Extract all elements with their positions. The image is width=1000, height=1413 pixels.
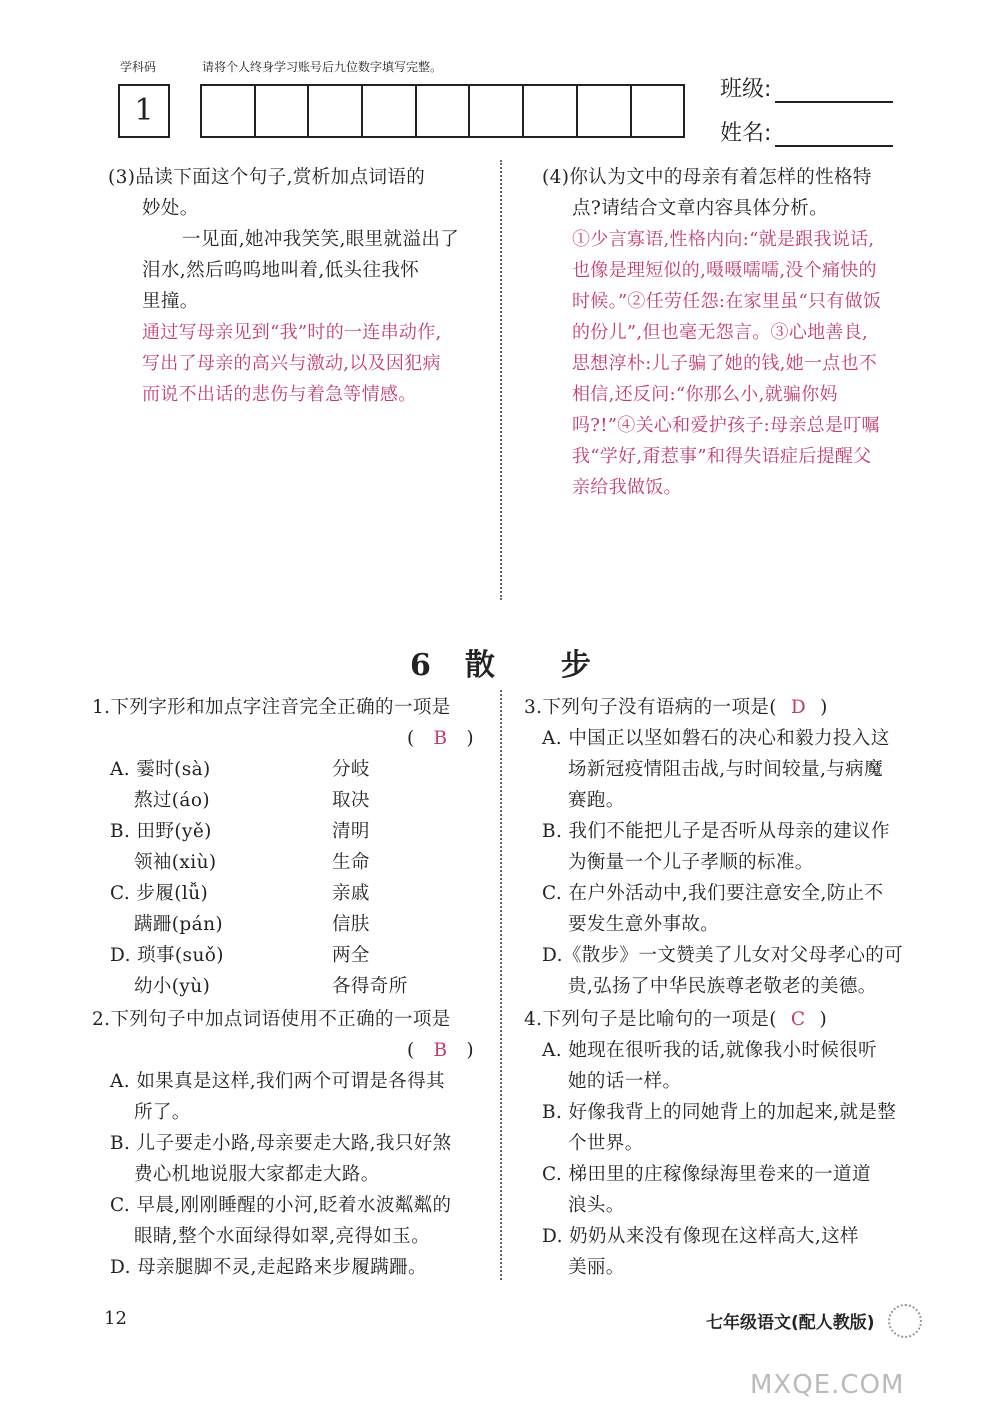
option-line: B. 好像我背上的同她背上的加起来,就是整 [542,1102,897,1123]
option-row: D. 琐事(suǒ) 两全 [110,945,370,966]
digit-box[interactable] [309,86,363,136]
option-line: D.《散步》一文赞美了儿女对父母孝心的可 [542,945,904,966]
option-line: 为衡量一个儿子孝顺的标准。 [568,852,814,873]
digit-box[interactable] [202,86,256,136]
page-number: 12 [104,1308,127,1329]
option-row: 蹒跚(pán) 信肤 [134,914,370,935]
option-row: 幼小(yù) 各得奇所 [134,976,408,997]
option-line: A. 如果真是这样,我们两个可谓是各得其 [110,1071,446,1092]
option-line: D. 奶奶从来没有像现在这样高大,这样 [542,1226,859,1247]
quote-line: 里撞。 [142,291,199,312]
option-line: A. 她现在很听我的话,就像我小时候很听 [542,1040,878,1061]
class-field[interactable] [720,72,893,103]
option-row: B. 田野(yě) 清明 [110,821,370,842]
option-line: B. 儿子要走小路,母亲要走大路,我只好煞 [110,1133,452,1154]
answer-line: 而说不出话的悲伤与着急等情感。 [142,384,417,405]
digit-box[interactable] [632,86,686,136]
option-line: D. 母亲腿脚不灵,走起路来步履蹒跚。 [110,1257,427,1278]
option-line: 所了。 [134,1102,191,1123]
question-1 [92,692,492,1002]
option-line: B. 我们不能把儿子是否听从母亲的建议作 [542,821,890,842]
option-row: A. 霎时(sà) 分岐 [110,759,370,780]
question-3-stem-cont: 妙处。 [142,198,199,219]
section-title: 6 散 步 [410,648,593,683]
option-line: 浪头。 [568,1195,625,1216]
answer-line: 通过写母亲见到“我”时的一连串动作, [142,322,442,343]
option-line: 要发生意外事故。 [568,914,720,935]
quote-line: 泪水,然后呜呜地叫着,低头往我怀 [142,260,420,281]
account-digit-boxes[interactable] [200,84,685,138]
answer-line: ①少言寡语,性格内向:“就是跟我说话, [572,229,875,250]
answer-line: 也像是理短似的,嗫嗫嚅嚅,没个痛快的 [572,260,877,281]
answer-choice: D [790,697,807,718]
answer-line: 时候。”②任劳任怨:在家里虽“只有做饭 [572,291,882,312]
subject-code-label: 学科码 [120,60,157,74]
name-field[interactable] [720,116,893,147]
question-3-choice-stem: 3.下列句子没有语病的一项是( D ) [524,697,828,718]
answer-bracket: ( B ) [406,728,474,749]
question-4-stem-cont: 点?请结合文章内容具体分析。 [572,198,829,219]
answer-bracket: ( B ) [406,1040,474,1061]
quote-line: 一见面,她冲我笑笑,眼里就溢出了 [182,229,460,250]
option-line: 费心机地说服大家都走大路。 [134,1164,380,1185]
question-3 [108,162,488,410]
question-3-stem: (3)品读下面这个句子,赏析加点词语的 [108,167,426,188]
answer-line: 亲给我做饭。 [572,477,682,498]
answer-line: 的份儿”,但也毫无怨言。③心地善良, [572,322,869,343]
option-row: 熬过(áo) 取决 [134,790,370,811]
question-4-choice-stem: 4.下列句子是比喻句的一项是( C ) [524,1009,828,1030]
question-4 [542,162,922,503]
answer-choice: C [790,1009,806,1030]
question-3-choice [524,692,924,1002]
option-line: 美丽。 [568,1257,625,1278]
option-row: 领袖(xiù) 生命 [134,852,370,873]
digit-box[interactable] [470,86,524,136]
answer-line: 相信,还反问:“你那么小,就骗你妈 [572,384,838,405]
option-line: C. 在户外活动中,我们要注意安全,防止不 [542,883,884,904]
option-line: A. 中国正以坚如磐石的决心和毅力投入这 [542,728,890,749]
option-line: 个世界。 [568,1133,644,1154]
question-4-choice [524,1004,924,1283]
digit-box[interactable] [578,86,632,136]
digit-box[interactable] [524,86,578,136]
question-2 [92,1004,492,1283]
option-line: 场新冠疫情阻击战,与时间较量,与病魔 [568,759,883,780]
option-line: C. 梯田里的庄稼像绿海里卷来的一道道 [542,1164,871,1185]
class-label: 班级: [720,77,772,102]
watermark: MXQE.COM [750,1370,905,1400]
name-label: 姓名: [720,121,772,146]
digit-box[interactable] [256,86,310,136]
subject-code-box: 1 [118,84,170,138]
answer-line: 思想淳朴:儿子骗了她的钱,她一点也不 [572,353,878,374]
question-4-stem: (4)你认为文中的母亲有着怎样的性格特 [542,167,872,188]
option-row: C. 步履(lǚ) 亲戚 [110,883,370,904]
answer-line: 我“学好,甭惹事”和得失语症后提醒父 [572,446,872,467]
digit-box[interactable] [417,86,471,136]
answer-choice: B [433,728,448,749]
question-2-stem: 2.下列句子中加点词语使用不正确的一项是 [92,1009,451,1030]
option-line: 贵,弘扬了中华民族尊老敬老的美德。 [568,976,877,997]
answer-line: 写出了母亲的高兴与激动,以及因犯病 [142,353,441,374]
decorative-badge-icon [888,1304,922,1338]
digit-box[interactable] [363,86,417,136]
option-line: C. 早晨,刚刚睡醒的小河,眨着水波粼粼的 [110,1195,452,1216]
option-line: 眼睛,整个水面绿得如翠,亮得如玉。 [134,1226,431,1247]
question-1-stem: 1.下列字形和加点字注音完全正确的一项是 [92,697,451,718]
option-line: 她的话一样。 [568,1071,682,1092]
column-divider [500,690,502,1280]
answer-choice: B [433,1040,448,1061]
column-divider [500,160,502,600]
book-title: 七年级语文(配人教版) [706,1313,875,1333]
option-line: 赛跑。 [568,790,625,811]
answer-line: 吗?!”④关心和爱护孩子:母亲总是叮嘱 [572,415,880,436]
account-instruction: 请将个人终身学习账号后九位数字填写完整。 [202,60,443,74]
